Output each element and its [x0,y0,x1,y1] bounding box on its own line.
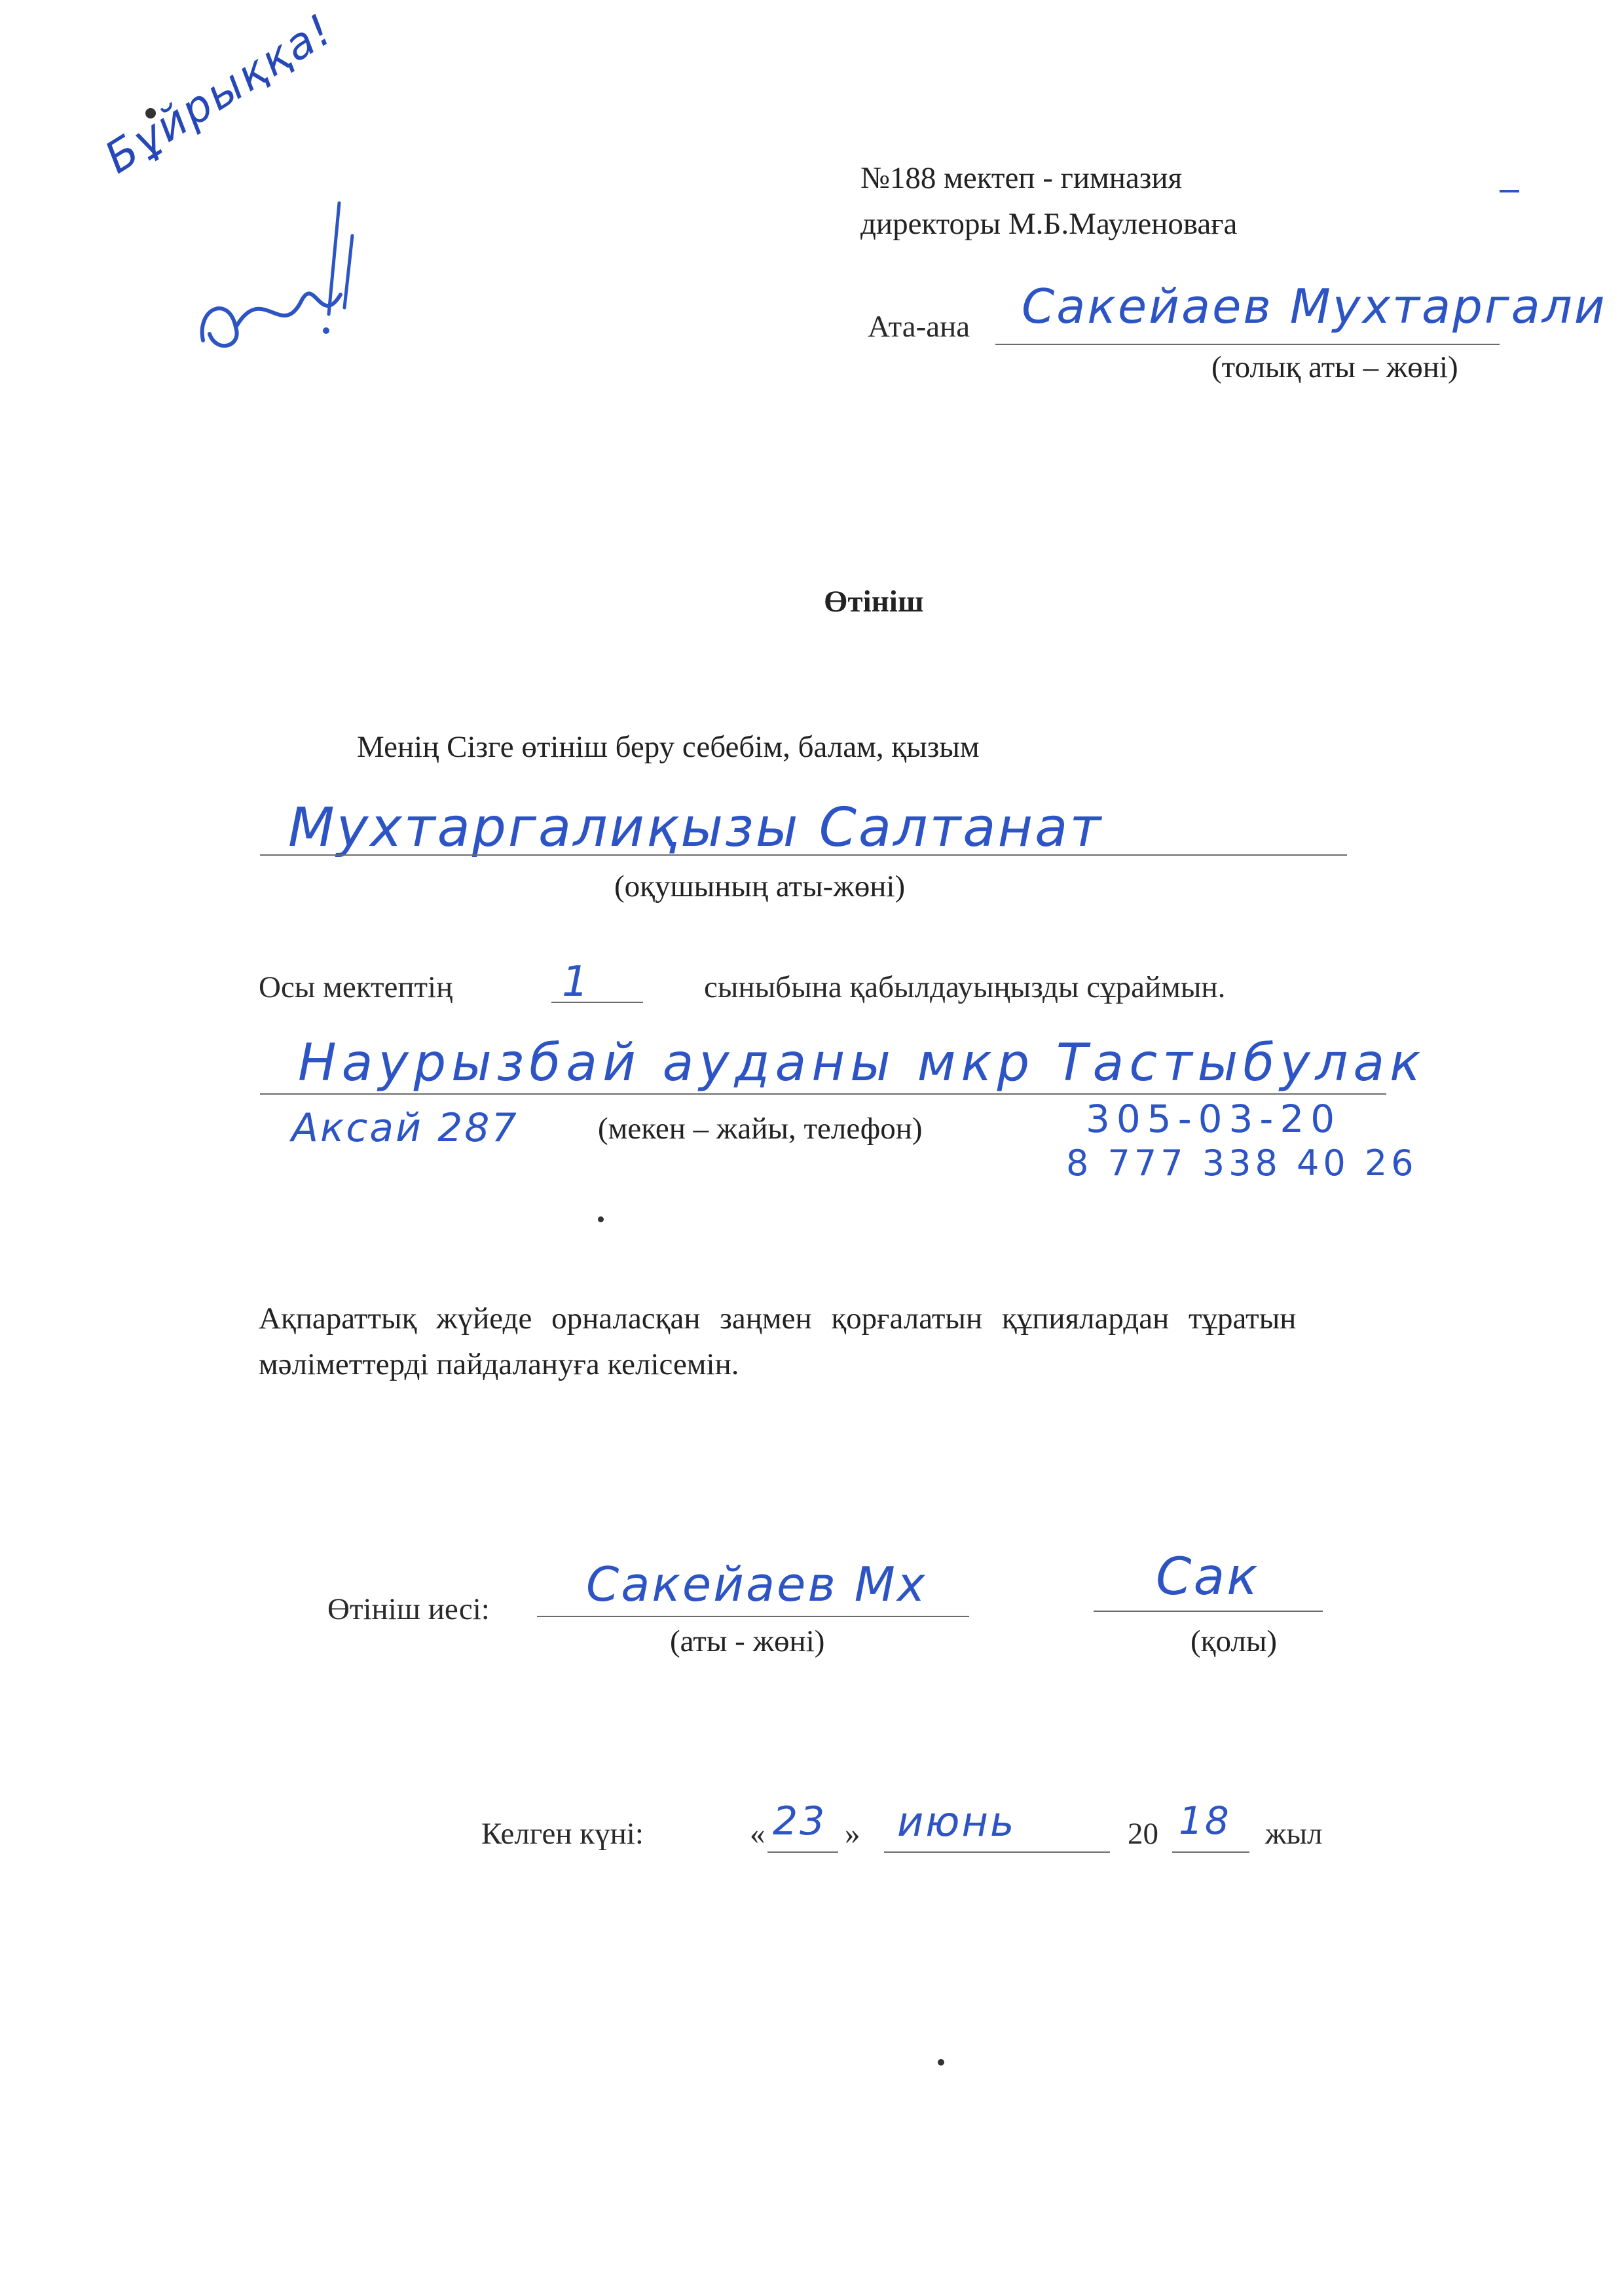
address-caption: (мекен – жайы, телефон) [598,1112,923,1146]
consent-line-1: Ақпараттық жүйеде орналасқан заңмен қорғалатын құпиялардан тұратын [259,1302,1297,1336]
date-month-line [884,1851,1110,1853]
intro-text: Менің Сізге өтініш беру себебім, балам, қызым [357,730,980,764]
phone-1: 305-03-20 [1086,1097,1342,1141]
parent-name: Сакейаев Мухтаргали [1022,279,1607,334]
date-day: 23 [773,1798,827,1844]
grade-suffix: сыныбына қабылдауыңызды сұраймын. [704,970,1226,1004]
student-name: Мухтаргалиқызы Салтанат [288,797,1103,859]
applicant-label: Өтініш иесі: [327,1592,490,1626]
signature-line [1094,1611,1323,1612]
date-year-value: 18 [1179,1798,1231,1843]
date-day-line [767,1851,838,1853]
school-line: №188 мектеп - гимназия [860,161,1183,195]
document-title: Өтініш [824,585,924,619]
date-label: Келген күні: [481,1817,644,1851]
parent-label: Ата-ана [868,310,970,344]
grade-prefix: Осы мектептің [259,970,453,1004]
applicant-signature: Сак [1156,1548,1260,1607]
date-open-quote: « [750,1817,766,1851]
resolution-signature [190,177,373,373]
applicant-name: Сакейаев Мх [586,1557,927,1612]
parent-name-line [995,344,1500,345]
applicant-name-caption: (аты - жөні) [670,1624,825,1658]
ink-dot [598,1216,604,1222]
parent-name-caption: (толық аты – жөні) [1211,350,1458,384]
grade-line [551,1002,643,1003]
applicant-name-line [537,1616,969,1617]
student-name-caption: (оқушының аты-жөні) [614,869,906,903]
director-line: директоры М.Б.Мауленоваға [860,207,1238,241]
phone-2: 8 777 338 40 26 [1066,1142,1418,1184]
ink-dot [938,2059,944,2066]
grade-value: 1 [562,958,591,1006]
date-year-suffix: жыл [1265,1817,1323,1851]
address-line-2: Аксай 287 [291,1105,519,1151]
corner-stroke [1500,190,1519,192]
signature-caption: (қолы) [1190,1624,1278,1658]
resolution-text: Бұйрыққа! [96,3,342,184]
address-line [260,1093,1386,1095]
student-name-line [260,854,1347,856]
date-month: июнь [897,1798,1016,1846]
consent-line-2: мәліметтерді пайдалануға келісемін. [259,1347,739,1381]
date-close-quote: » [845,1817,860,1851]
date-year-prefix: 20 [1128,1817,1158,1851]
date-year-line [1172,1851,1249,1853]
address-line-1: Наурызбай ауданы мкр Тастыбулак [298,1034,1426,1093]
